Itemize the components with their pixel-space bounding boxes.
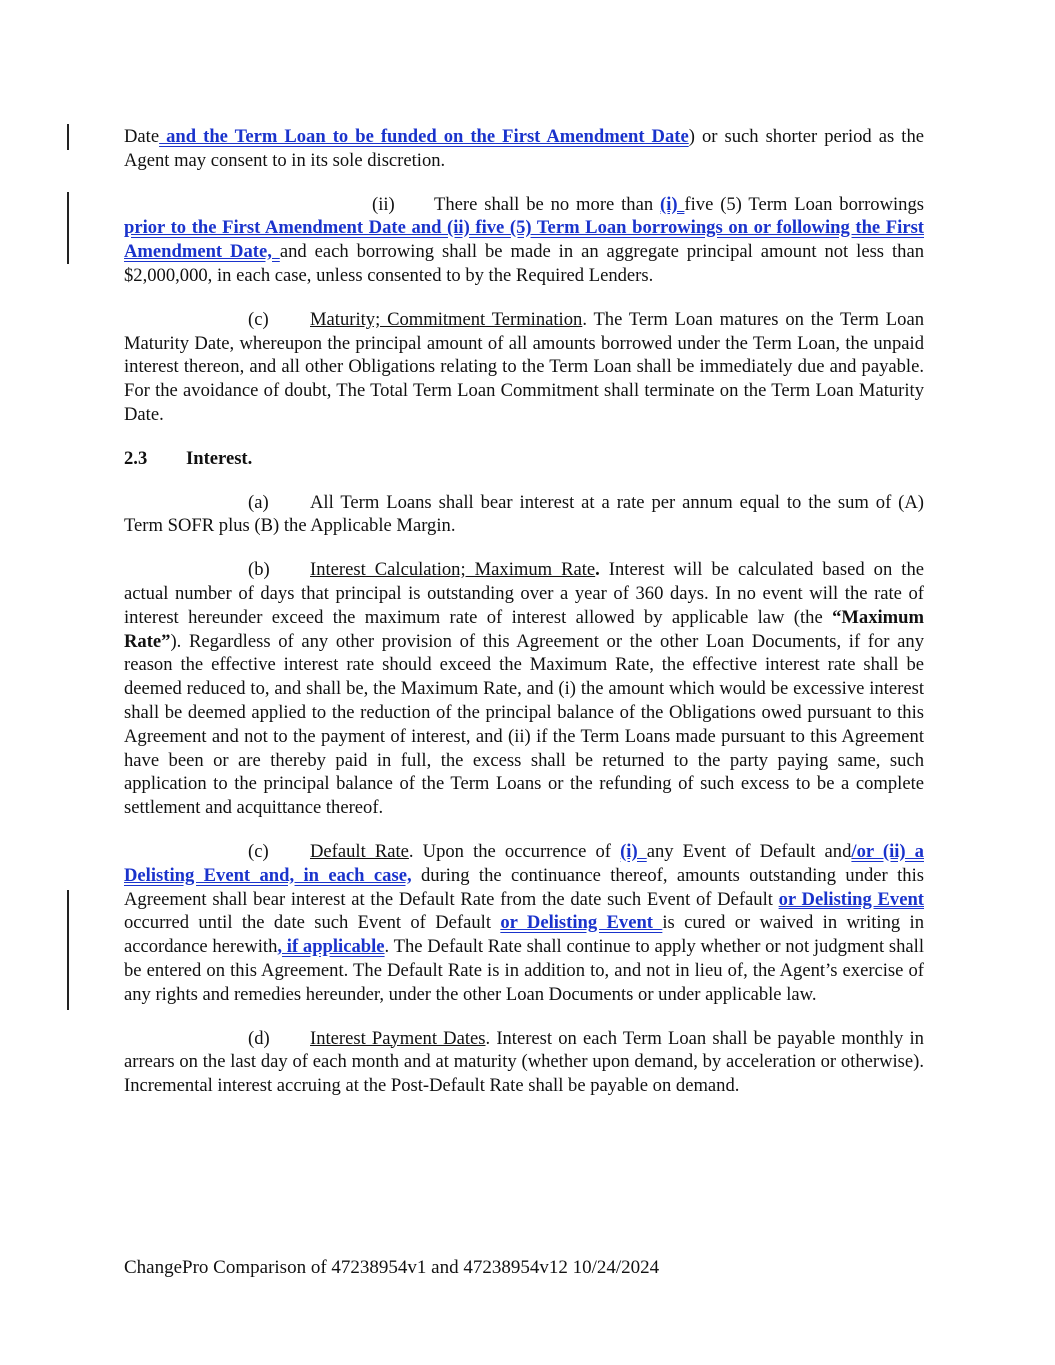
paragraph-c-default: [124, 840, 924, 1007]
inserted-text: , if applicable: [277, 936, 385, 958]
text: There shall be no more than: [434, 193, 660, 215]
paragraph-c-maturity: [124, 308, 924, 427]
text: five (5) Term Loan borrowings: [684, 193, 924, 215]
section-title: Interest Payment Dates: [310, 1027, 486, 1049]
section-heading-title: Interest.: [186, 447, 253, 469]
paragraph-continuation: [124, 125, 924, 173]
text: . The Default Rate shall continue to apply whether or not judgment shall be entered on this Agreement. The Default Rate is in addition to, and not in lieu of, the Agent’s exercise of any rights and remedies hereunder, under the other Loan Documents or under applicable law.: [124, 936, 924, 1005]
change-bar: [67, 890, 69, 1010]
defined-term: “Maximum Rate”: [124, 606, 924, 652]
section-heading: [124, 447, 924, 471]
inserted-text: (i): [620, 840, 647, 862]
change-bar: [67, 124, 69, 150]
text: occurred until the date such Event of Default: [124, 912, 501, 934]
change-bar: [67, 192, 69, 264]
page-footer: ChangePro Comparison of 47238954v1 and 47238954v12 10/24/2024: [124, 1257, 660, 1278]
item-label: (a): [248, 491, 269, 513]
item-label: (b): [248, 559, 270, 581]
text: during the continuance thereof, amounts outstanding under this Agreement shall bear interest at the Default Rate from the date such Event of Default: [124, 864, 924, 910]
text: any Event of Default and: [646, 840, 852, 862]
text: . Upon the occurrence of: [408, 840, 621, 862]
inserted-text: and the Term Loan to be funded on the First Amendment Date: [159, 126, 689, 147]
document-page: [124, 125, 924, 1118]
section-title: Maturity; Commitment Termination: [310, 308, 583, 330]
paragraph-d: [124, 1027, 924, 1098]
text: . Interest on each Term Loan shall be payable monthly in arrears on the last day of each month and at maturity (whether upon demand, by acceleration or otherwise). Incremental interest accruing at the Post-Default Rate shall be payable on demand.: [124, 1027, 924, 1097]
section-title: Default Rate: [310, 840, 409, 862]
text: .: [595, 559, 600, 581]
inserted-text: (i): [660, 193, 685, 215]
item-label: (c): [248, 840, 269, 862]
paragraph-a: [124, 491, 924, 539]
text: Interest will be calculated based on the actual number of days that principal is outstanding over a year of 360 days. In no event will the rate of interest hereunder exceed the maximum rate of interest allowed by applicable law (the: [124, 559, 924, 628]
item-label: (d): [248, 1027, 270, 1049]
text: Date: [124, 126, 160, 147]
text: All Term Loans shall bear interest at a rate per annum equal to the sum of (A) Term SOFR plus (B) the Applicable Margin.: [124, 491, 924, 537]
inserted-text: or Delisting Event: [500, 912, 663, 934]
text: . The Term Loan matures on the Term Loan Maturity Date, whereupon the principal amount of all amounts borrowed under the Term Loan, the unpaid interest thereon, and all other Obligations relating to the Term Loan shall be immediately due and payable. For the avoidance of doubt, The Total Term Loan Commitment shall terminate on the Term Loan Maturity Date.: [124, 308, 924, 425]
section-number: 2.3: [124, 447, 148, 469]
inserted-text: prior to the First Amendment Date and (ii) five (5) Term Loan borrowings on or following the First Amendment Date,: [124, 217, 924, 263]
item-label: (ii): [372, 193, 395, 215]
text: ). Regardless of any other provision of this Agreement or the other Loan Documents, if for any reason the effective interest rate should exceed the Maximum Rate, the effective interest rate shall be deemed reduced to, and shall be, the Maximum Rate, and (i) the amount which would be excessive interest shall be deemed applied to the reduction of the principal balance of the Obligations owed pursuant to this Agreement and not to the payment of interest, and (ii) if the Term Loans made pursuant to this Agreement have been or are thereby paid in full, the excess shall be returned to the party paying same, such application to the principal balance of the Term Loans or the refunding of such excess to be a complete settlement and acquittance thereof.: [124, 630, 924, 819]
inserted-text: or Delisting Event: [778, 888, 924, 910]
paragraph-b: [124, 558, 924, 820]
text: is cured or waived in writing in accordance herewith: [124, 912, 924, 958]
paragraph-ii: [124, 193, 924, 288]
section-title: Interest Calculation; Maximum Rate: [310, 559, 596, 581]
text: ) or such shorter period as the Agent may consent to in its sole discretion.: [124, 126, 924, 171]
text: and each borrowing shall be made in an aggregate principal amount not less than $2,000,000, in each case, unless consented to by the Required Lenders.: [124, 241, 924, 286]
inserted-text: /or (ii) a Delisting Event and, in each case,: [124, 840, 924, 886]
item-label: (c): [248, 308, 269, 330]
